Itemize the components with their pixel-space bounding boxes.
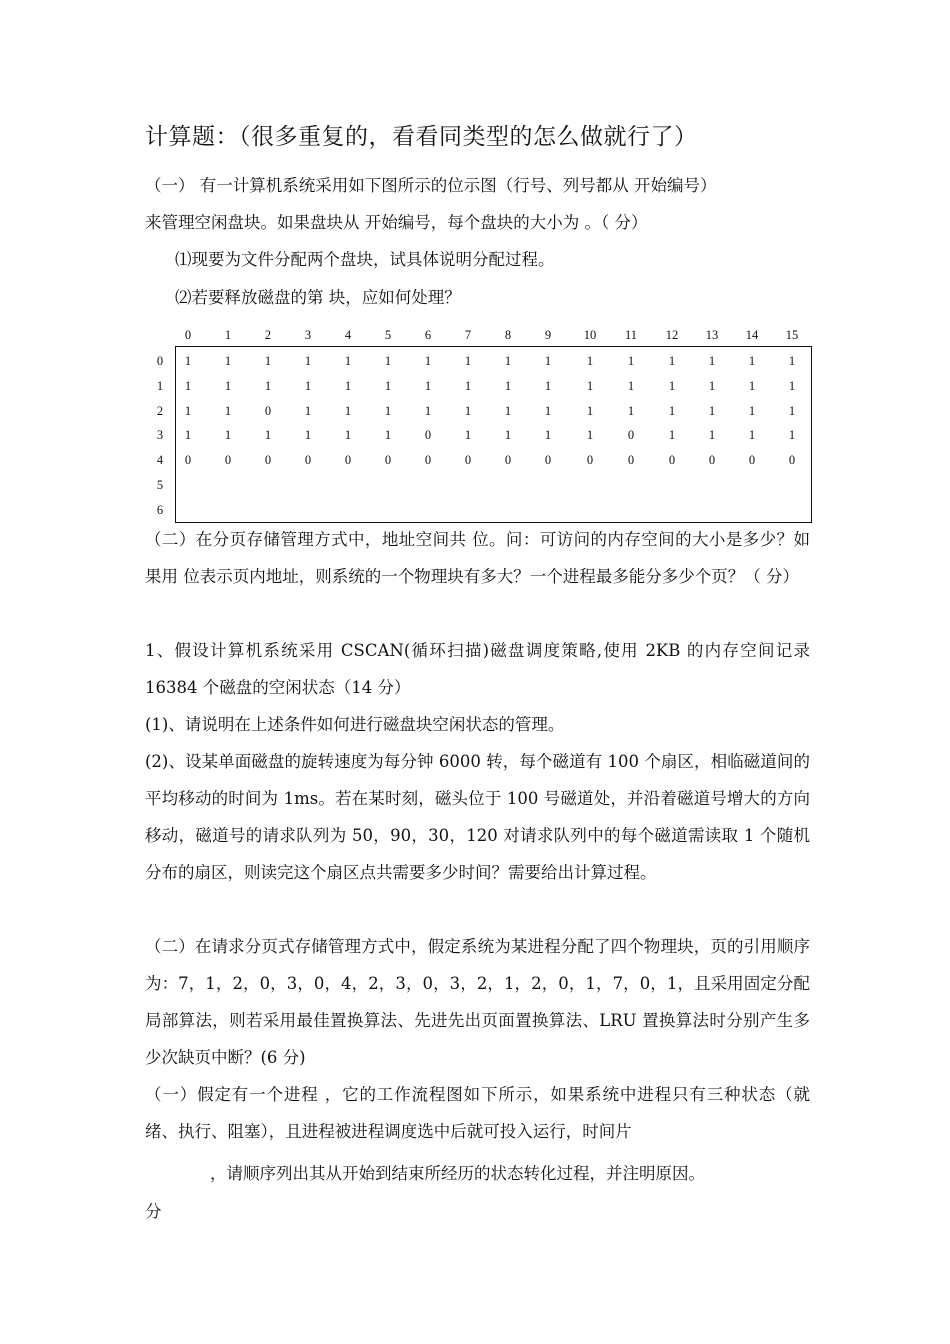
bitmap-cell: 0 — [504, 453, 512, 467]
q5-text: （一）假定有一个进程 ，它的工作流程图如下所示，如果系统中进程只有三种状态（就绪、执行、阻塞），且进程被进程调度选中后就可投入运行，时间片 — [145, 1085, 810, 1141]
bitmap-col-header: 10 — [583, 328, 597, 342]
bitmap-cell: 1 — [184, 404, 192, 418]
bitmap-col-header: 6 — [424, 328, 432, 342]
bitmap-col-header: 3 — [304, 328, 312, 342]
bitmap-cell: 1 — [748, 379, 756, 393]
bitmap-cell: 1 — [464, 379, 472, 393]
bitmap-row-header: 6 — [156, 503, 164, 517]
q3-sub1: (1)、请说明在上述条件如何进行磁盘块空闲状态的管理。 — [145, 715, 565, 734]
bitmap-cell: 1 — [586, 354, 594, 368]
bitmap-cell: 1 — [627, 404, 635, 418]
bitmap-cell: 1 — [544, 354, 552, 368]
bitmap-cell: 1 — [708, 379, 716, 393]
bitmap-cell: 0 — [424, 428, 432, 442]
bitmap-cell: 1 — [708, 428, 716, 442]
bitmap-cell: 0 — [264, 453, 272, 467]
bitmap-col-header: 0 — [184, 328, 192, 342]
bitmap-cell: 1 — [264, 428, 272, 442]
bitmap-cell: 1 — [586, 379, 594, 393]
bitmap-cell: 1 — [304, 428, 312, 442]
bitmap-cell: 1 — [184, 428, 192, 442]
bitmap-cell: 1 — [184, 379, 192, 393]
bitmap-cell: 0 — [184, 453, 192, 467]
bitmap-cell: 1 — [264, 354, 272, 368]
bitmap-cell: 1 — [788, 354, 796, 368]
bitmap-cell: 1 — [668, 354, 676, 368]
bitmap-cell: 1 — [464, 354, 472, 368]
bitmap-cell: 0 — [748, 453, 756, 467]
bitmap-col-header: 11 — [624, 328, 638, 342]
bitmap-cell: 1 — [344, 428, 352, 442]
bitmap-cell: 1 — [668, 404, 676, 418]
bitmap-col-header: 5 — [384, 328, 392, 342]
bitmap-table — [142, 326, 814, 524]
bitmap-cell: 0 — [304, 453, 312, 467]
bitmap-cell: 1 — [504, 428, 512, 442]
bitmap-cell: 0 — [264, 404, 272, 418]
q5-line-last: ，请顺序列出其从开始到结束所经历的状态转化过程，并注明原因。 — [210, 1164, 705, 1183]
bitmap-col-header: 9 — [544, 328, 552, 342]
bitmap-col-header: 4 — [344, 328, 352, 342]
bitmap-cell: 0 — [384, 453, 392, 467]
bitmap-row-header: 3 — [156, 428, 164, 442]
bitmap-col-header: 2 — [264, 328, 272, 342]
q1-sub2: ⑵若要释放磁盘的第 块，应如何处理？ — [175, 288, 461, 307]
bitmap-cell: 1 — [344, 354, 352, 368]
bitmap-cell: 0 — [424, 453, 432, 467]
bitmap-cell: 1 — [304, 354, 312, 368]
bitmap-cell: 1 — [788, 379, 796, 393]
q1-line2: 来管理空闲盘块。如果盘块从 开始编号，每个盘块的大小为 。（ 分） — [145, 213, 648, 232]
bitmap-cell: 1 — [748, 428, 756, 442]
q2-text: （二）在分页存储管理方式中，地址空间共 位。问：可访问的内存空间的大小是多少？如果用 位表示页内地址，则系统的一个物理块有多大？一个进程最多能分多少个页？（ 分） — [145, 530, 810, 586]
bitmap-col-header: 7 — [464, 328, 472, 342]
bitmap-cell: 0 — [708, 453, 716, 467]
bitmap-cell: 1 — [504, 404, 512, 418]
bitmap-cell: 0 — [586, 453, 594, 467]
bitmap-cell: 1 — [424, 379, 432, 393]
q3-intro: 1、假设计算机系统采用 CSCAN(循环扫描)磁盘调度策略,使用 2KB 的内存空间记录 16384 个磁盘的空闲状态（14 分） — [145, 641, 810, 697]
bitmap-cell: 1 — [627, 379, 635, 393]
bitmap-cell: 1 — [384, 379, 392, 393]
bitmap-cell: 1 — [708, 404, 716, 418]
bitmap-cell: 1 — [424, 404, 432, 418]
q1-line1: （一） 有一计算机系统采用如下图所示的位示图（行号、列号都从 开始编号） — [145, 176, 717, 195]
bitmap-cell: 1 — [224, 379, 232, 393]
bitmap-cell: 1 — [304, 404, 312, 418]
bitmap-cell: 1 — [586, 428, 594, 442]
bitmap-cell: 0 — [668, 453, 676, 467]
bitmap-cell: 0 — [627, 428, 635, 442]
bitmap-cell: 1 — [344, 379, 352, 393]
bitmap-cell: 1 — [384, 354, 392, 368]
bitmap-cell: 1 — [344, 404, 352, 418]
bitmap-cell: 0 — [544, 453, 552, 467]
page-title: 计算题：（很多重复的，看看同类型的怎么做就行了） — [145, 124, 698, 150]
bitmap-cell: 1 — [586, 404, 594, 418]
bitmap-cell: 1 — [788, 428, 796, 442]
bitmap-cell: 1 — [224, 354, 232, 368]
bitmap-cell: 1 — [544, 379, 552, 393]
bitmap-cell: 1 — [708, 354, 716, 368]
bitmap-cell: 1 — [668, 379, 676, 393]
bitmap-cell: 0 — [627, 453, 635, 467]
bitmap-cell: 1 — [384, 404, 392, 418]
bitmap-row-header: 5 — [156, 478, 164, 492]
bitmap-cell: 0 — [788, 453, 796, 467]
bitmap-col-header: 8 — [504, 328, 512, 342]
bitmap-cell: 1 — [384, 428, 392, 442]
bitmap-row-header: 0 — [156, 354, 164, 368]
bitmap-cell: 1 — [544, 428, 552, 442]
q1-sub1: ⑴现要为文件分配两个盘块，试具体说明分配过程。 — [175, 250, 555, 269]
bitmap-col-header: 14 — [745, 328, 759, 342]
bitmap-col-header: 1 — [224, 328, 232, 342]
bitmap-cell: 1 — [788, 404, 796, 418]
bitmap-cell: 1 — [504, 354, 512, 368]
bitmap-cell: 1 — [748, 354, 756, 368]
bitmap-row-header: 2 — [156, 404, 164, 418]
bitmap-cell: 1 — [304, 379, 312, 393]
bitmap-cell: 0 — [224, 453, 232, 467]
bitmap-cell: 1 — [748, 404, 756, 418]
q4-text: （二）在请求分页式存储管理方式中，假定系统为某进程分配了四个物理块，页的引用顺序为：7，1，2，0，3，0，4，2，3，0，3，2，1，2，0，1，7，0，1，且采用固定分配局部算法，则若采用最佳置换算法、先进先出页面置换算法、LRU 置换算法时分别产生多少次缺页中断？(6 分) — [145, 937, 810, 1067]
bitmap-cell: 1 — [464, 428, 472, 442]
bitmap-cell: 0 — [464, 453, 472, 467]
bitmap-col-header: 13 — [705, 328, 719, 342]
q3-sub2: (2)、设某单面磁盘的旋转速度为每分钟 6000 转，每个磁道有 100 个扇区，相临磁道间的平均移动的时间为 1ms。若在某时刻，磁头位于 100 号磁道处，并沿着磁道号增大的方向移动，磁道号的请求队列为 50，90，30，120 对请求队列中的每个磁道需读取 1 个随机分布的扇区，则读完这个扇区点共需要多少时间？需要给出计算过程。 — [145, 752, 810, 882]
bitmap-cell: 0 — [344, 453, 352, 467]
bitmap-cell: 1 — [627, 354, 635, 368]
bitmap-row-header: 1 — [156, 379, 164, 393]
bitmap-cell: 1 — [224, 428, 232, 442]
bitmap-cell: 1 — [464, 404, 472, 418]
bitmap-cell: 1 — [504, 379, 512, 393]
bitmap-cell: 1 — [184, 354, 192, 368]
bitmap-col-header: 12 — [665, 328, 679, 342]
bitmap-cell: 1 — [668, 428, 676, 442]
bitmap-cell: 1 — [264, 379, 272, 393]
bitmap-col-header: 15 — [785, 328, 799, 342]
bitmap-cell: 1 — [224, 404, 232, 418]
q5-trailing: 分 — [145, 1202, 162, 1221]
bitmap-row-header: 4 — [156, 453, 164, 467]
bitmap-cell: 1 — [424, 354, 432, 368]
bitmap-cell: 1 — [544, 404, 552, 418]
